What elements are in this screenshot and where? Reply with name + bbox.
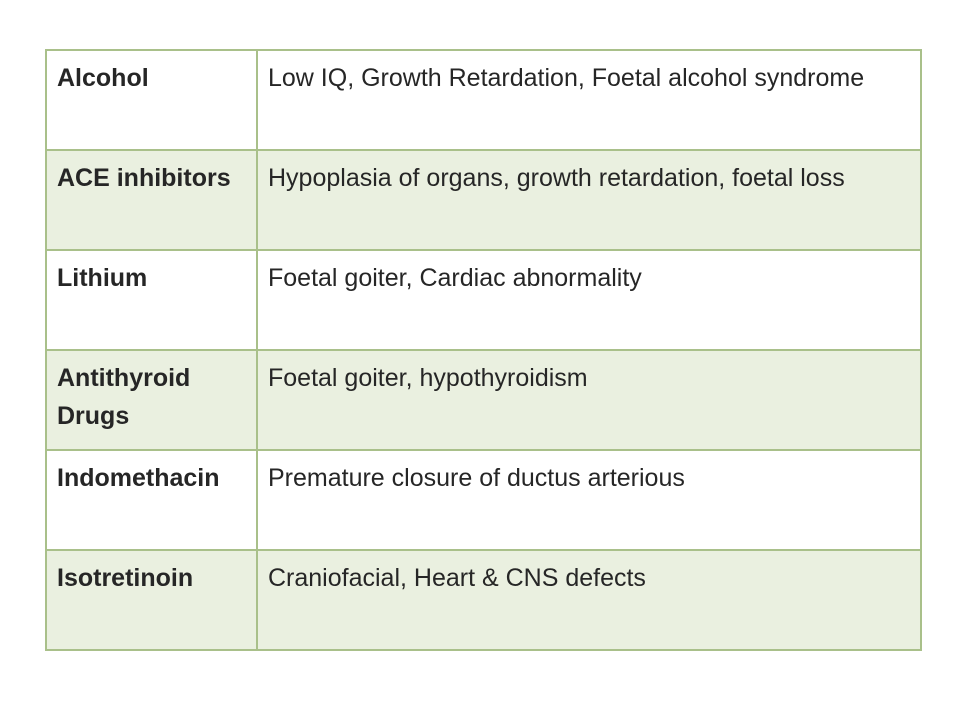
table-row — [46, 50, 921, 150]
drug-name-cell: Lithium — [46, 250, 257, 350]
effect-cell: Hypoplasia of organs, growth retardation, foetal loss — [257, 150, 921, 250]
table-row — [46, 150, 921, 250]
effect-cell: Craniofacial, Heart & CNS defects — [257, 550, 921, 650]
table-row — [46, 450, 921, 550]
drug-name-cell: Indomethacin — [46, 450, 257, 550]
table-row — [46, 550, 921, 650]
table-row — [46, 250, 921, 350]
effect-cell: Foetal goiter, hypothyroidism — [257, 350, 921, 450]
drug-name-cell: Isotretinoin — [46, 550, 257, 650]
drug-name-cell: ACE inhibitors — [46, 150, 257, 250]
table-body — [46, 50, 921, 650]
drug-name-cell: Antithyroid Drugs — [46, 350, 257, 450]
effect-cell: Premature closure of ductus arterious — [257, 450, 921, 550]
teratogen-table — [45, 49, 922, 651]
effect-cell: Low IQ, Growth Retardation, Foetal alcohol syndrome — [257, 50, 921, 150]
table-row — [46, 350, 921, 450]
effect-cell: Foetal goiter, Cardiac abnormality — [257, 250, 921, 350]
drug-name-cell: Alcohol — [46, 50, 257, 150]
